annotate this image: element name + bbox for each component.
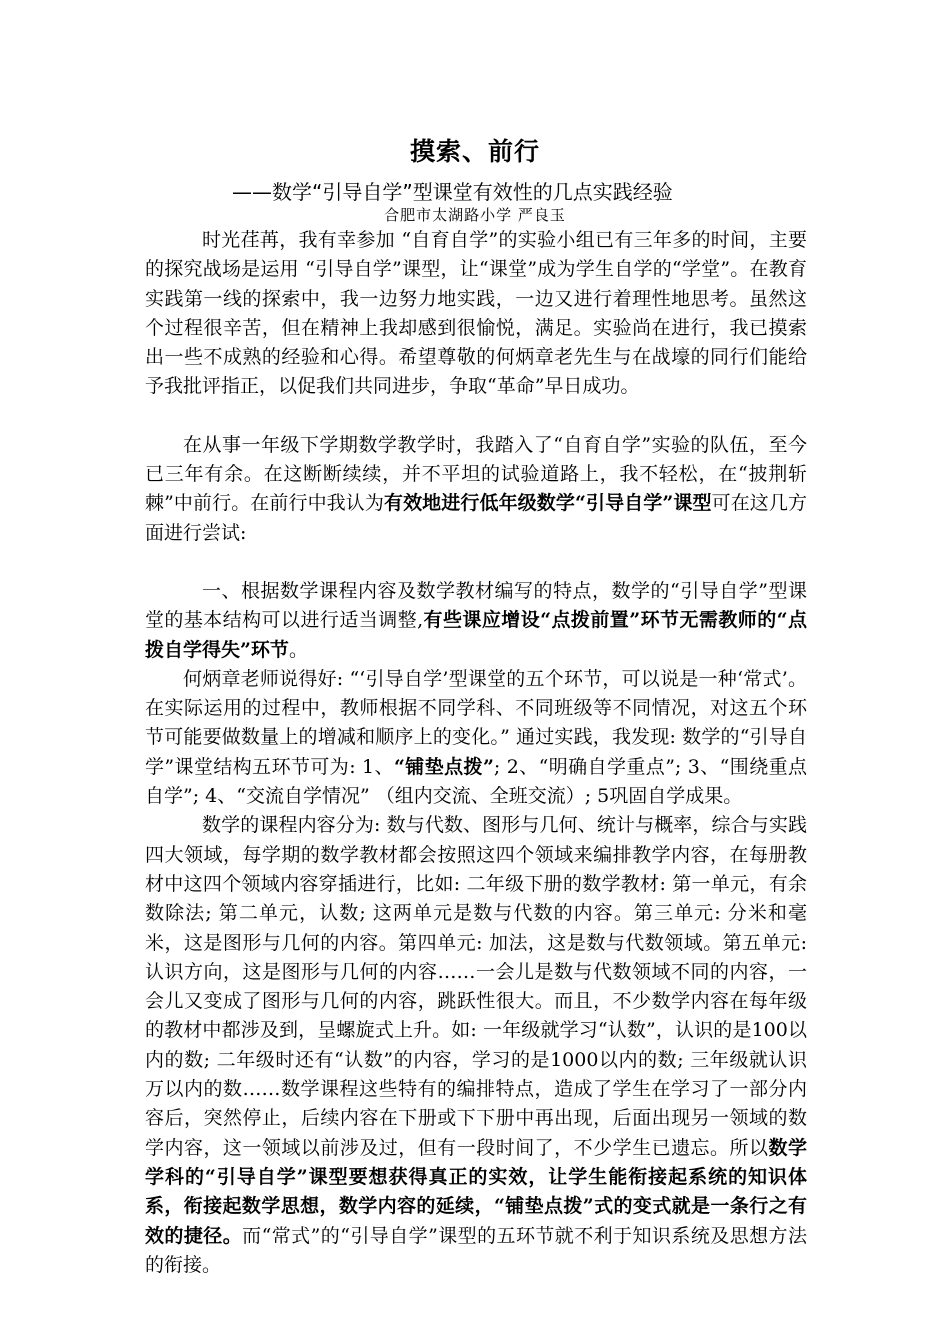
paragraph-curriculum [145,811,807,1280]
paragraph-text: 可在这几方面进行尝试: [145,492,807,544]
paragraph-point-one [145,577,807,665]
document-subtitle: ——数学“引导自学”型课堂有效性的几点实践经验 [232,180,673,204]
paragraph-he-quote [145,665,807,811]
paragraph-text: 数学的课程内容分为: 数与代数、图形与几何、统计与概率，综合与实践四大领域，每学期的数学教材都会按照这四个领域来编排教学内容，在每册教材中这四个领域内容穿插进行，比如: 二年级下册的数学教材: 第一单元，有余数除法; 第二单元，认数; 这两单元是数与代数的内容。第三单元: 分米和毫米，这是图形与几何的内容。第四单元: 加法，这是数与代数领域。第五单元: 认识方向，这是图形与几何的内容……一会儿是数与代数领域不同的内容，一会儿又变成了图形与几何的内容，跳跃性很大。而且，不少数学内容在每年级的教材中都涉及到，呈螺旋式上升。如: 一年级就学习“认数”，认识的是100以内的数; 二年级时还有“认数”的内容，学习的是1000以内的数; 三年级就认识万以内的数……数学课程这些特有的编排特点，造成了学生在学习了一部分内容后，突然停止，后续内容在下册或下下册中再出现，后面出现另一领域的数学内容，这一领域以前涉及过，但有一段时间了，不少学生已遗忘。所以 [145,814,807,1159]
paragraph-text: 。 [288,638,308,661]
paragraph-emphasis: “铺垫点拨” [393,755,494,778]
document-author: 合肥市太湖路小学 严良玉 [384,206,566,224]
paragraph-gap [145,548,807,577]
paragraph-text: ; 2、“明确自学重点”; 3、“围绕重点自学”; 4、“交流自学情况” （组内交流、全班交流）; 5巩固自学成果。 [145,755,808,808]
paragraph-intro: 时光荏苒，我有幸参加 “自育自学”的实验小组已有三年多的时间，主要的探究战场是运用 “引导自学”课型，让“课堂”成为学生自学的“学堂”。在教育实践第一线的探索中，我一边努力地实践，一边又进行着理性地思考。虽然这个过程很辛苦，但在精神上我却感到很愉悦，满足。实验尚在进行，我已摸索出一些不成熟的经验和心得。希望尊敬的何炳章老先生与在战壕的同行们能给予我批评指正，以促我们共同进步，争取“革命”早日成功。 [145,229,807,398]
paragraph-background [145,431,807,548]
paragraph-text: 而“常式”的“引导自学”课型的五环节就不利于知识系统及思想方法的衔接。 [145,1224,807,1276]
document-body [145,226,807,1280]
paragraph-text: 在从事一年级下学期数学教学时，我踏入了“自育自学”实验的队伍，至今已三年有余。在这断断续续，并不平坦的试验道路上，我不轻松，在“披荆斩棘”中前行。在前行中我认为 [145,433,807,515]
paragraph-text: 何炳章老师说得好: “‘引导自学’型课堂的五个环节，可以说是一种‘常式’。在实际运用的过程中，教师根据不同学科、不同班级等不同情况，对这五个环节可能要做数量上的增减和顺序上的变化。” 通过实践，我发现: 数学的“引导自学”课堂结构五环节可为: 1、 [145,667,807,778]
paragraph-gap [145,402,807,431]
paragraph-emphasis: 有效地进行低年级数学“引导自学”课型 [383,492,712,515]
paragraph-emphasis: 有些课应增设“点拨前置”环节无需教师的“点拨自学得失”环节 [145,609,807,661]
paragraph-emphasis: 数学学科的“引导自学”课型要想获得真正的实效，让学生能衔接起系统的知识体系，衔接起数学思想，数学内容的延续，“铺垫点拨”式的变式就是一条行之有效的捷径。 [145,1136,807,1247]
document-title: 摸索、前行 [409,137,540,166]
paragraph-text: 一、根据数学课程内容及数学教材编写的特点，数学的“引导自学”型课堂的基本结构可以进行适当调整, [145,579,807,632]
